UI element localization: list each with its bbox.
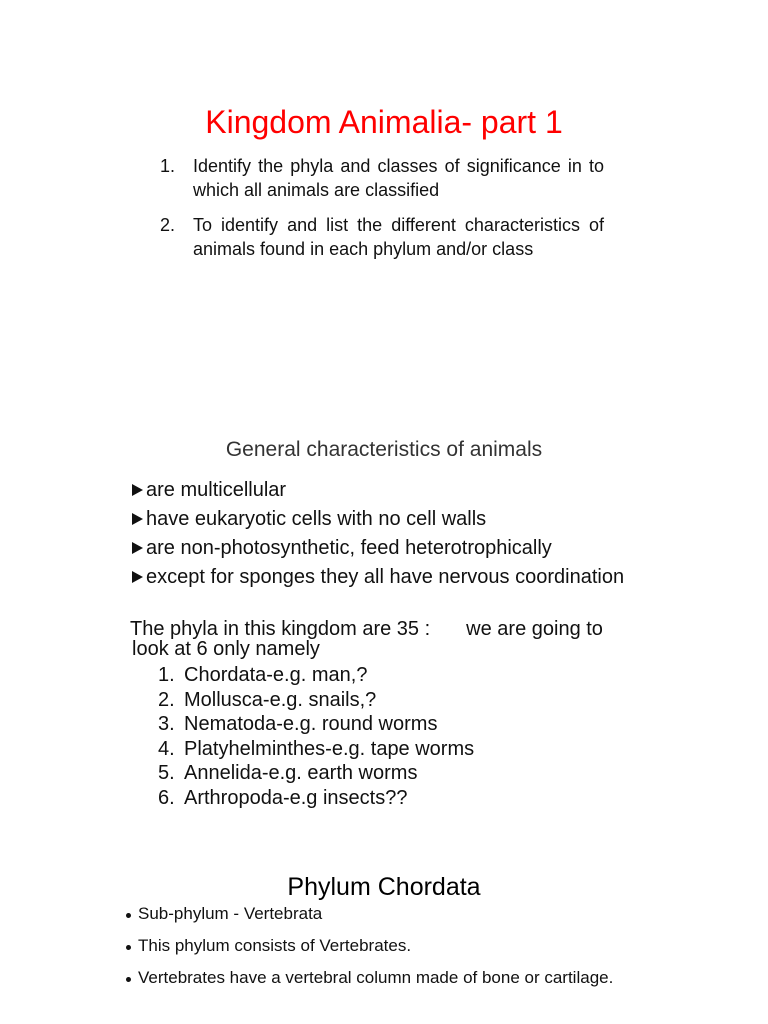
slide2-title: General characteristics of animals <box>225 438 543 461</box>
list-text: Vertebrates have a vertebral column made of bone or cartilage. <box>138 968 614 987</box>
list-text: Sub-phylum - Vertebrata <box>138 904 323 923</box>
phyla-list <box>158 663 474 811</box>
chordata-list <box>124 903 644 999</box>
arrow-bullet-icon <box>132 484 143 496</box>
list-number: 6. <box>158 786 175 809</box>
list-item <box>158 761 474 786</box>
list-item <box>124 967 644 989</box>
list-item <box>124 935 644 957</box>
bullet-dot-icon <box>126 913 131 918</box>
list-text: Mollusca-e.g. snails,? <box>184 688 377 711</box>
list-item <box>132 509 692 530</box>
list-item <box>160 154 604 202</box>
objectives-list <box>160 154 604 272</box>
list-text: are non-photosynthetic, feed heterotrophically <box>146 537 552 559</box>
phyla-intro-part-b: we are going to <box>466 618 603 640</box>
phyla-intro-part-a: The phyla in this kingdom are 35 : <box>130 618 431 640</box>
bullet-dot-icon <box>126 945 131 950</box>
list-item <box>158 663 474 688</box>
list-text: are multicellular <box>146 479 287 501</box>
list-item <box>158 737 474 762</box>
slide3-title: Phylum Chordata <box>287 873 481 901</box>
list-item <box>158 712 474 737</box>
list-text: Annelida-e.g. earth worms <box>184 762 418 785</box>
phyla-intro <box>130 619 690 659</box>
list-text: Platyhelminthes-e.g. tape worms <box>184 737 475 760</box>
list-item <box>124 903 644 925</box>
phyla-intro-part-c: look at 6 only namely <box>132 638 320 660</box>
bullet-dot-icon <box>126 977 131 982</box>
list-text: Nematoda-e.g. round worms <box>184 713 438 736</box>
list-number: 4. <box>158 737 175 760</box>
list-number: 1. <box>160 156 176 176</box>
list-text: Arthropoda-e.g insects?? <box>184 786 408 809</box>
list-text: To identify and list the different characteristics of animals found in each phylum and/or class <box>193 215 604 259</box>
list-item <box>158 786 474 811</box>
list-item <box>132 480 692 501</box>
list-text: except for sponges they all have nervous coordination <box>146 566 625 588</box>
list-item <box>160 213 604 261</box>
list-number: 2. <box>160 215 176 235</box>
list-number: 2. <box>158 688 175 711</box>
slide1-title: Kingdom Animalia- part 1 <box>205 104 563 140</box>
list-number: 1. <box>158 664 175 686</box>
characteristics-list <box>132 480 692 596</box>
list-text: This phylum consists of Vertebrates. <box>138 936 412 955</box>
list-number: 3. <box>158 713 175 736</box>
list-item <box>158 688 474 713</box>
list-item <box>132 538 692 559</box>
arrow-bullet-icon <box>132 542 143 554</box>
list-item <box>132 567 692 588</box>
list-number: 5. <box>158 762 175 785</box>
arrow-bullet-icon <box>132 571 143 583</box>
arrow-bullet-icon <box>132 513 143 525</box>
list-text: Identify the phyla and classes of significance in to which all animals are classified <box>193 156 604 200</box>
list-text: have eukaryotic cells with no cell walls <box>146 508 487 530</box>
list-text: Chordata-e.g. man,? <box>184 664 368 686</box>
